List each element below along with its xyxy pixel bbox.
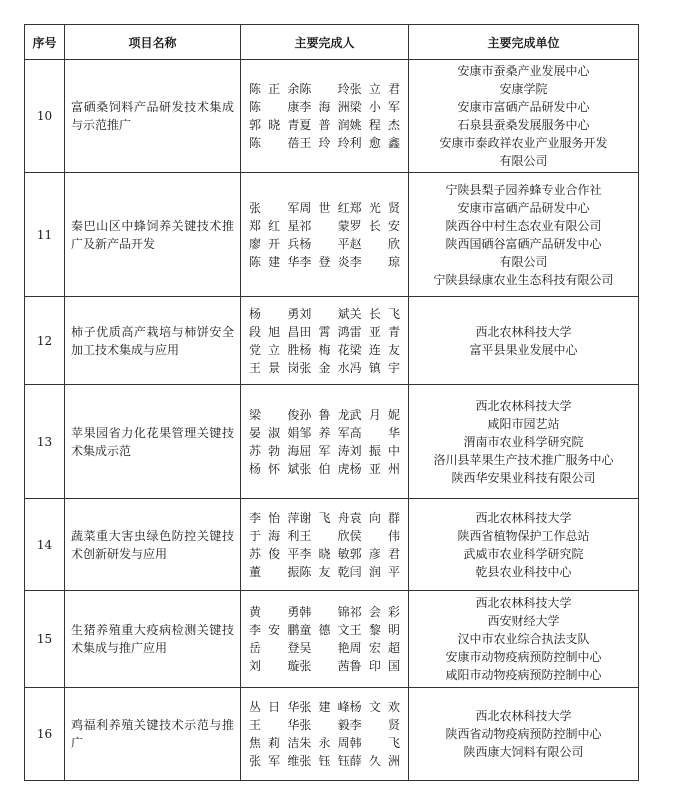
unit-line: 安康市富硒产品研发中心 — [457, 100, 590, 114]
people-line — [245, 80, 404, 98]
person-name: 田霄鸿 — [299, 324, 350, 339]
units-cell — [409, 173, 639, 297]
person-name: 廖开兵 — [249, 236, 300, 251]
person-name: 刘 斌 — [299, 306, 350, 321]
people-line — [245, 98, 404, 116]
people-cell — [241, 385, 409, 499]
people-line — [245, 657, 404, 675]
people-line — [245, 442, 404, 460]
people-line — [245, 305, 404, 323]
person-name: 祁会彩 — [349, 605, 400, 619]
unit-line: 西安财经大学 — [487, 614, 560, 628]
person-name: 郭晓青 — [249, 118, 300, 132]
person-name: 屈军涛 — [299, 443, 350, 458]
person-name: 张军维 — [249, 754, 300, 768]
people-line — [245, 134, 404, 152]
people-line — [245, 752, 404, 770]
people-line — [245, 406, 404, 424]
person-name: 朱永周 — [299, 736, 350, 750]
person-name: 周世红 — [299, 200, 350, 215]
person-name: 张 军 — [249, 200, 300, 215]
people-cell — [241, 297, 409, 385]
people-cell — [241, 591, 409, 688]
people-line — [245, 716, 404, 734]
table-row — [25, 499, 639, 591]
person-name: 李怡萍 — [249, 510, 300, 525]
person-name: 梁 俊 — [249, 407, 300, 422]
row-index: 13 — [25, 385, 65, 499]
person-name: 孙鲁龙 — [299, 407, 350, 422]
unit-line: 陕西国硒谷富硒产品研发中心 — [445, 236, 602, 251]
person-name: 罗长安 — [349, 218, 400, 233]
person-name: 张立君 — [349, 82, 400, 96]
project-name: 柿子优质高产栽培与柿饼安全加工技术集成与应用 — [65, 297, 241, 385]
person-name: 武月妮 — [349, 407, 400, 422]
person-name: 张钰钰 — [299, 754, 350, 768]
people-line — [245, 621, 404, 639]
unit-line: 安康市泰政祥农业产业服务开发 — [439, 136, 608, 150]
person-name: 袁向群 — [349, 510, 400, 525]
person-name: 周宏超 — [349, 641, 400, 655]
person-name: 鲁印国 — [349, 659, 400, 673]
person-name: 王 华 — [249, 718, 300, 732]
person-name: 雷亚青 — [349, 324, 400, 339]
unit-line: 宁陕县绿康农业生态科技有限公司 — [433, 272, 614, 287]
person-name: 焦莉洁 — [249, 736, 300, 750]
awards-table — [24, 24, 639, 781]
person-name: 李登炎 — [299, 254, 350, 269]
units-cell — [409, 688, 639, 781]
table-row — [25, 60, 639, 173]
unit-line: 陕西康大饲料有限公司 — [463, 745, 584, 759]
people-line — [245, 424, 404, 442]
table-body — [25, 60, 639, 781]
table-header-row — [25, 25, 639, 60]
person-name: 王玲玲 — [299, 136, 350, 150]
people-line — [245, 199, 404, 217]
person-name: 杨怀斌 — [249, 461, 300, 476]
unit-line: 有限公司 — [499, 154, 548, 168]
table-row — [25, 173, 639, 297]
unit-line: 汉中市农业综合执法支队 — [457, 632, 590, 646]
person-name: 李 琼 — [349, 254, 400, 269]
people-line — [245, 323, 404, 341]
unit-line: 富平县果业发展中心 — [469, 342, 578, 357]
project-name: 鸡福利养殖关键技术示范与推广 — [65, 688, 241, 781]
person-name: 黄 勇 — [249, 605, 300, 619]
unit-line: 安康市蚕桑产业发展中心 — [457, 64, 590, 78]
person-name: 姚程杰 — [349, 118, 400, 132]
person-name: 夏普润 — [299, 118, 350, 132]
person-name: 梁小军 — [349, 100, 400, 114]
units-cell — [409, 591, 639, 688]
people-line — [245, 235, 404, 253]
person-name: 杨 平 — [299, 236, 350, 251]
units-cell — [409, 297, 639, 385]
person-name: 杨 勇 — [249, 306, 300, 321]
person-name: 陈建华 — [249, 254, 300, 269]
unit-line: 安康市动物疫病预防控制中心 — [445, 650, 602, 664]
unit-line: 有限公司 — [499, 254, 548, 269]
table-row — [25, 297, 639, 385]
project-name: 生猪养殖重大疫病检测关键技术集成与推广应用 — [65, 591, 241, 688]
people-cell — [241, 60, 409, 173]
person-name: 李海洲 — [299, 100, 350, 114]
header-units: 主要完成单位 — [409, 25, 639, 60]
person-name: 陈 蓓 — [249, 136, 300, 150]
person-name: 谢飞舟 — [299, 510, 350, 525]
project-name: 蔬菜重大害虫绿色防控关键技术创新研发与应用 — [65, 499, 241, 591]
units-cell — [409, 385, 639, 499]
table-row — [25, 688, 639, 781]
person-name: 郑光贤 — [349, 200, 400, 215]
unit-line: 安康学院 — [499, 82, 548, 96]
unit-line: 洛川县苹果生产技术推广服务中心 — [433, 452, 614, 467]
person-name: 高 华 — [349, 425, 400, 440]
unit-line: 咸阳市动物疫病预防控制中心 — [445, 668, 602, 682]
unit-line: 陕西省植物保护工作总站 — [457, 528, 590, 543]
table-row — [25, 591, 639, 688]
header-people: 主要完成人 — [241, 25, 409, 60]
person-name: 陈 康 — [249, 100, 300, 114]
people-line — [245, 603, 404, 621]
person-name: 闫润平 — [349, 564, 400, 579]
person-name: 张 毅 — [299, 718, 350, 732]
units-cell — [409, 60, 639, 173]
unit-line: 西北农林科技大学 — [475, 709, 572, 723]
person-name: 丛日华 — [249, 700, 300, 714]
people-line — [245, 545, 404, 563]
unit-line: 西北农林科技大学 — [475, 398, 572, 413]
people-line — [245, 217, 404, 235]
unit-line: 西北农林科技大学 — [475, 324, 572, 339]
people-cell — [241, 499, 409, 591]
table-row — [25, 385, 639, 499]
person-name: 刘 璇 — [249, 659, 300, 673]
person-name: 党立胜 — [249, 342, 300, 357]
people-line — [245, 116, 404, 134]
person-name: 杨亚州 — [349, 461, 400, 476]
person-name: 韩 飞 — [349, 736, 400, 750]
person-name: 张金水 — [299, 360, 350, 375]
person-name: 张伯虎 — [299, 461, 350, 476]
row-index: 15 — [25, 591, 65, 688]
person-name: 晏淑娟 — [249, 425, 300, 440]
person-name: 吴 艳 — [299, 641, 350, 655]
people-cell — [241, 688, 409, 781]
row-index: 10 — [25, 60, 65, 173]
people-line — [245, 460, 404, 478]
person-name: 韩 锦 — [299, 605, 350, 619]
people-line — [245, 509, 404, 527]
person-name: 王 欣 — [299, 528, 350, 543]
person-name: 李 贤 — [349, 718, 400, 732]
unit-line: 乾县农业科技中心 — [475, 564, 572, 579]
person-name: 侯 伟 — [349, 528, 400, 543]
people-line — [245, 698, 404, 716]
person-name: 郑红星 — [249, 218, 300, 233]
person-name: 段旭昌 — [249, 324, 300, 339]
row-index: 11 — [25, 173, 65, 297]
person-name: 苏俊平 — [249, 546, 300, 561]
person-name: 郭彦君 — [349, 546, 400, 561]
person-name: 祁 蒙 — [299, 218, 350, 233]
unit-line: 西北农林科技大学 — [475, 596, 572, 610]
unit-line: 西北农林科技大学 — [475, 510, 572, 525]
people-line — [245, 563, 404, 581]
people-line — [245, 359, 404, 377]
person-name: 邹养军 — [299, 425, 350, 440]
unit-line: 武威市农业科学研究院 — [463, 546, 584, 561]
project-name: 秦巴山区中蜂饲养关键技术推广及新产品开发 — [65, 173, 241, 297]
unit-line: 咸阳市园艺站 — [487, 416, 560, 431]
people-line — [245, 253, 404, 271]
person-name: 苏勃海 — [249, 443, 300, 458]
person-name: 王黎明 — [349, 623, 400, 637]
person-name: 董 振 — [249, 564, 300, 579]
people-line — [245, 639, 404, 657]
person-name: 陈 玲 — [299, 82, 350, 96]
person-name: 王景岗 — [249, 360, 300, 375]
unit-line: 陕西谷中村生态农业有限公司 — [445, 218, 602, 233]
person-name: 陈友乾 — [299, 564, 350, 579]
person-name: 冯镇宇 — [349, 360, 400, 375]
person-name: 李晓敏 — [299, 546, 350, 561]
row-index: 14 — [25, 499, 65, 591]
unit-line: 陕西华安果业科技有限公司 — [451, 470, 596, 485]
unit-line: 渭南市农业科学研究院 — [463, 434, 584, 449]
people-line — [245, 341, 404, 359]
unit-line: 安康市富硒产品研发中心 — [457, 200, 590, 215]
person-name: 刘振中 — [349, 443, 400, 458]
person-name: 杨文欢 — [349, 700, 400, 714]
row-index: 12 — [25, 297, 65, 385]
person-name: 杨梅花 — [299, 342, 350, 357]
person-name: 李安鹏 — [249, 623, 300, 637]
header-index: 序号 — [25, 25, 65, 60]
people-cell — [241, 173, 409, 297]
person-name: 赵 欣 — [349, 236, 400, 251]
person-name: 岳 登 — [249, 641, 300, 655]
row-index: 16 — [25, 688, 65, 781]
person-name: 童德文 — [299, 623, 350, 637]
units-cell — [409, 499, 639, 591]
person-name: 陈正余 — [249, 82, 300, 96]
header-project: 项目名称 — [65, 25, 241, 60]
people-line — [245, 527, 404, 545]
person-name: 梁连友 — [349, 342, 400, 357]
people-line — [245, 734, 404, 752]
project-name: 富硒桑饲料产品研发技术集成与示范推广 — [65, 60, 241, 173]
person-name: 利愈鑫 — [349, 136, 400, 150]
unit-line: 陕西省动物疫病预防控制中心 — [445, 727, 602, 741]
person-name: 张建峰 — [299, 700, 350, 714]
person-name: 关长飞 — [349, 306, 400, 321]
person-name: 薛久洲 — [349, 754, 400, 768]
project-name: 苹果园省力化花果管理关键技术集成示范 — [65, 385, 241, 499]
unit-line: 石泉县蚕桑发展服务中心 — [457, 118, 590, 132]
person-name: 于海利 — [249, 528, 300, 543]
unit-line: 宁陕县梨子园养蜂专业合作社 — [445, 182, 602, 197]
person-name: 张 茜 — [299, 659, 350, 673]
